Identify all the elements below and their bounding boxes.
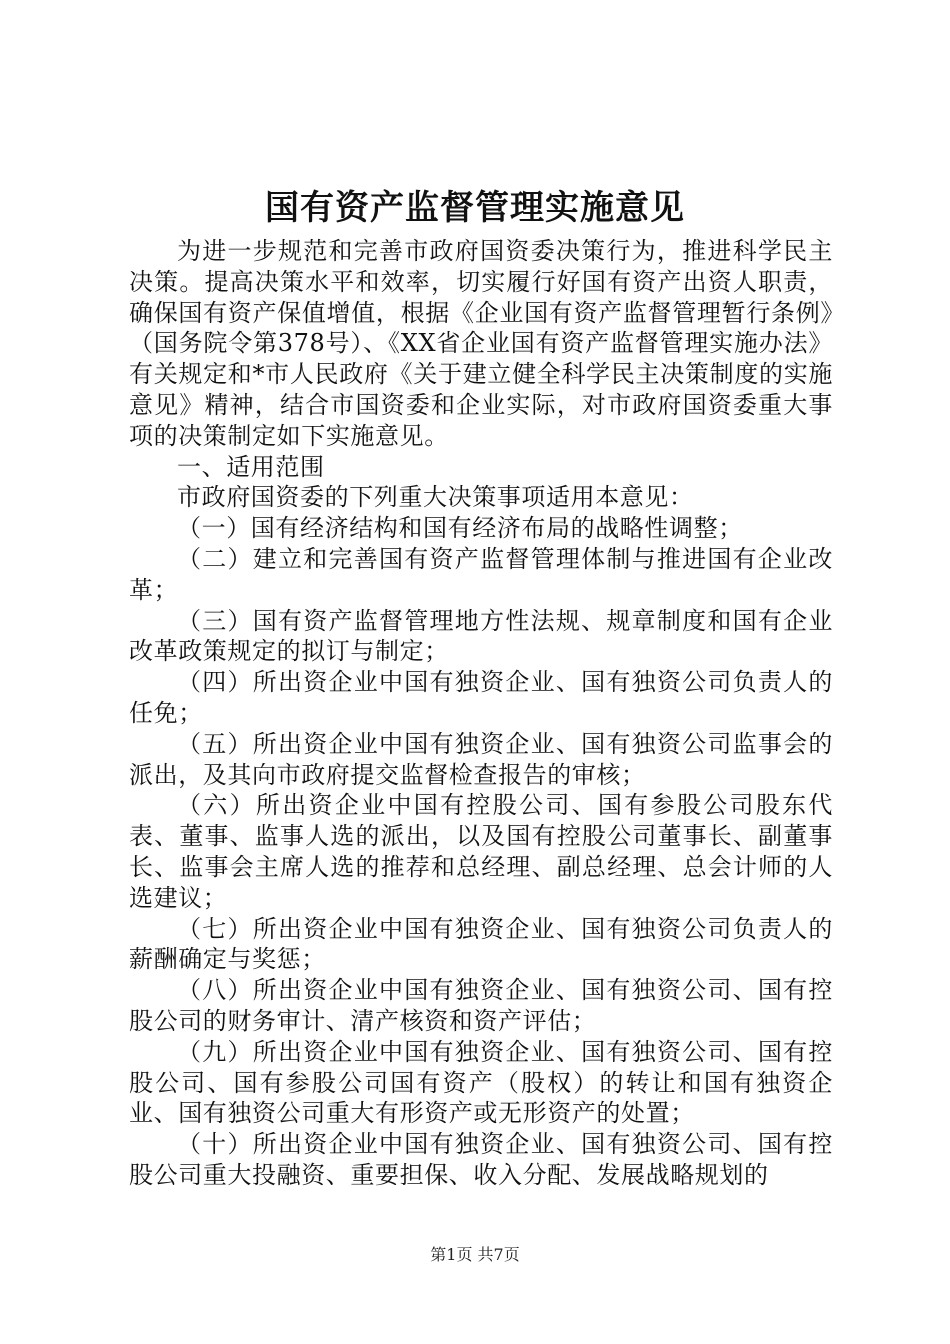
list-item-6: （六）所出资企业中国有控股公司、国有参股公司股东代表、董事、监事人选的派出，以及国有控股公司董事长、副董事长、监事会主席人选的推荐和总经理、副总经理、总会计师的人选建议；: [129, 791, 833, 912]
paragraph-scope-lead: 市政府国资委的下列重大决策事项适用本意见：: [177, 483, 694, 512]
list-item-8: （八）所出资企业中国有独资企业、国有独资公司、国有控股公司的财务审计、清产核资和资产评估；: [129, 976, 833, 1035]
list-item-7: （七）所出资企业中国有独资企业、国有独资公司负责人的薪酬确定与奖惩；: [129, 914, 833, 974]
list-item-3: （三）国有资产监督管理地方性法规、规章制度和国有企业改革政策规定的拟订与制定；: [129, 606, 833, 666]
paragraph-intro: 为进一步规范和完善市政府国资委决策行为，推进科学民主决策。提高决策水平和效率，切实履行好国有资产出资人职责，确保国有资产保值增值，根据《企业国有资产监督管理暂行条例》（国务院令第378号）、《XX省企业国有资产监督管理实施办法》有关规定和*市人民政府《关于建立健全科学民主决策制度的实施意见》精神，结合市国资委和企业实际，对市政府国资委重大事项的决策制定如下实施意见。: [129, 237, 833, 450]
section-heading-scope: 一、适用范围: [177, 452, 325, 481]
document-body: [129, 236, 833, 1191]
page-number: 第1页 共7页: [430, 1245, 520, 1264]
list-item-2: （二）建立和完善国有资产监督管理体制与推进国有企业改革；: [129, 544, 833, 604]
list-item-9: （九）所出资企业中国有独资企业、国有独资公司、国有控股公司、国有参股公司国有资产（股权）的转让和国有独资企业、国有独资公司重大有形资产或无形资产的处置；: [129, 1037, 833, 1128]
list-item-4: （四）所出资企业中国有独资企业、国有独资公司负责人的任免；: [129, 668, 833, 727]
document-title: 国有资产监督管理实施意见: [265, 188, 685, 228]
list-item-10: （十）所出资企业中国有独资企业、国有独资公司、国有控股公司重大投融资、重要担保、收入分配、发展战略规划的: [129, 1130, 833, 1189]
list-item-5: （五）所出资企业中国有独资企业、国有独资公司监事会的派出，及其向市政府提交监督检查报告的审核；: [129, 729, 833, 789]
list-item-1: （一）国有经济结构和国有经济布局的战略性调整；: [177, 514, 743, 543]
